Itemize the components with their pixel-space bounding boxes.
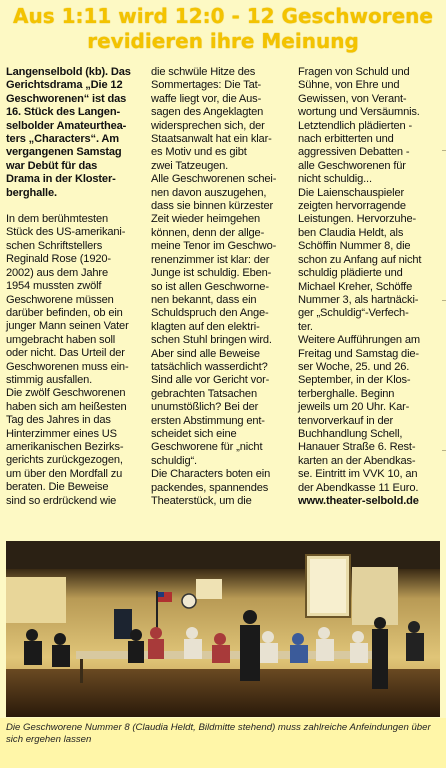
article-lead: Langenselbold (kb). Das Gerichtsdrama „Die 12 Geschworenen“ ist das 16. Stück des Langen- selbolder Amateurthea- ters „Characters“. Am vergangenen Samstag war Debüt für das Drama in der Kloster- berghalle. [6, 66, 131, 199]
article-body-3: Fragen von Schuld und Sühne, von Ehre und Gewissen, von Verant- wortung und Versäumnis. Letztendlich plädierten - nach erbitterten und aggressiven Debatten - alle Geschworenen für nicht schuldig... Die Laienschauspieler zeigten hervorragende Leistungen. Hervorzuhe- ben Claudia Heldt, als Schöffin Nummer 8, die schon zu Anfang auf nicht schuldig plädierte und Michael Kreher, Schöffe Nummer 3, als hartnäcki- ger „Schuldig“-Verfech- ter. Weitere Aufführungen am Freitag und Samstag die- ser Woche, 25. und 26. September, in der Klos- terberghalle. Beginn jeweils um 20 Uhr. Kar- tenvorverkauf in der Buchhandlung Schell, Hanauer Straße 6. Rest- karten an der Abendkas- se. Eintritt im VVK 10, an der Abendkasse 11 Euro. [298, 66, 422, 494]
page-edge-mark [442, 300, 446, 301]
page-edge-mark [442, 150, 446, 151]
headline-line-2: revidieren ihre Meinung [87, 29, 359, 53]
theater-website-link[interactable]: www.theater-selbold.de [298, 495, 419, 507]
photo-caption: Die Geschworene Nummer 8 (Claudia Heldt, Bildmitte stehend) muss zahlreiche Anfeindungen über sich ergehen lassen [0, 718, 446, 768]
page-edge-mark [442, 450, 446, 451]
article-column-1 [6, 66, 146, 508]
headline-line-1: Aus 1:11 wird 12:0 - 12 Geschworene [13, 4, 433, 28]
stage-photo [6, 541, 440, 717]
article-body-2: die schwüle Hitze des Sommertages: Die Tat- waffe liegt vor, die Aus- sagen des Angeklagten widersprechen sich, der Staatsanwalt hat ein klar- es Motiv und es gibt zwei Tatzeugen. Alle Geschworenen schei- nen davon auszugehen, dass sie binnen kürzester Zeit wieder heimgehen können, denn der allge- meine Tenor im Geschwo- renenzimmer ist klar: der Junge ist schuldig. Eben- so ist allen Geschworne- nen bekannt, dass ein Schuldspruch den Ange- klagten auf den elektri- schen Stuhl bringen wird. Aber sind alle Beweise tatsächlich wasserdicht? Sind alle vor Gericht vor- gebrachten Tatsachen unumstößlich? Bei der ersten Abstimmung ent- scheidet sich eine Geschworene für „nicht schuldig“. Die Characters boten ein packendes, spannendes Theaterstück, um die [151, 66, 277, 507]
article-body-1: In dem berühmtesten Stück des US-amerikani- schen Schriftstellers Reginald Rose (1920- 2002) aus dem Jahre 1954 mussten zwölf Geschworene müssen darüber befinden, ob ein junger Mann seinen Vater umgebracht haben soll oder nicht. Das Urteil der Geschworenen muss ein- stimmig ausfallen. Die zwölf Geschworenen haben sich am heißesten Tag des Jahres in das Hinterzimmer eines US amerikanischen Bezirks- gerichts zurückgezogen, um über den Mordfall zu beraten. Die Beweise sind so erdrückend wie [6, 213, 129, 507]
article-headline [0, 4, 446, 54]
article-column-2 [151, 66, 291, 508]
article-column-3 [298, 66, 440, 508]
